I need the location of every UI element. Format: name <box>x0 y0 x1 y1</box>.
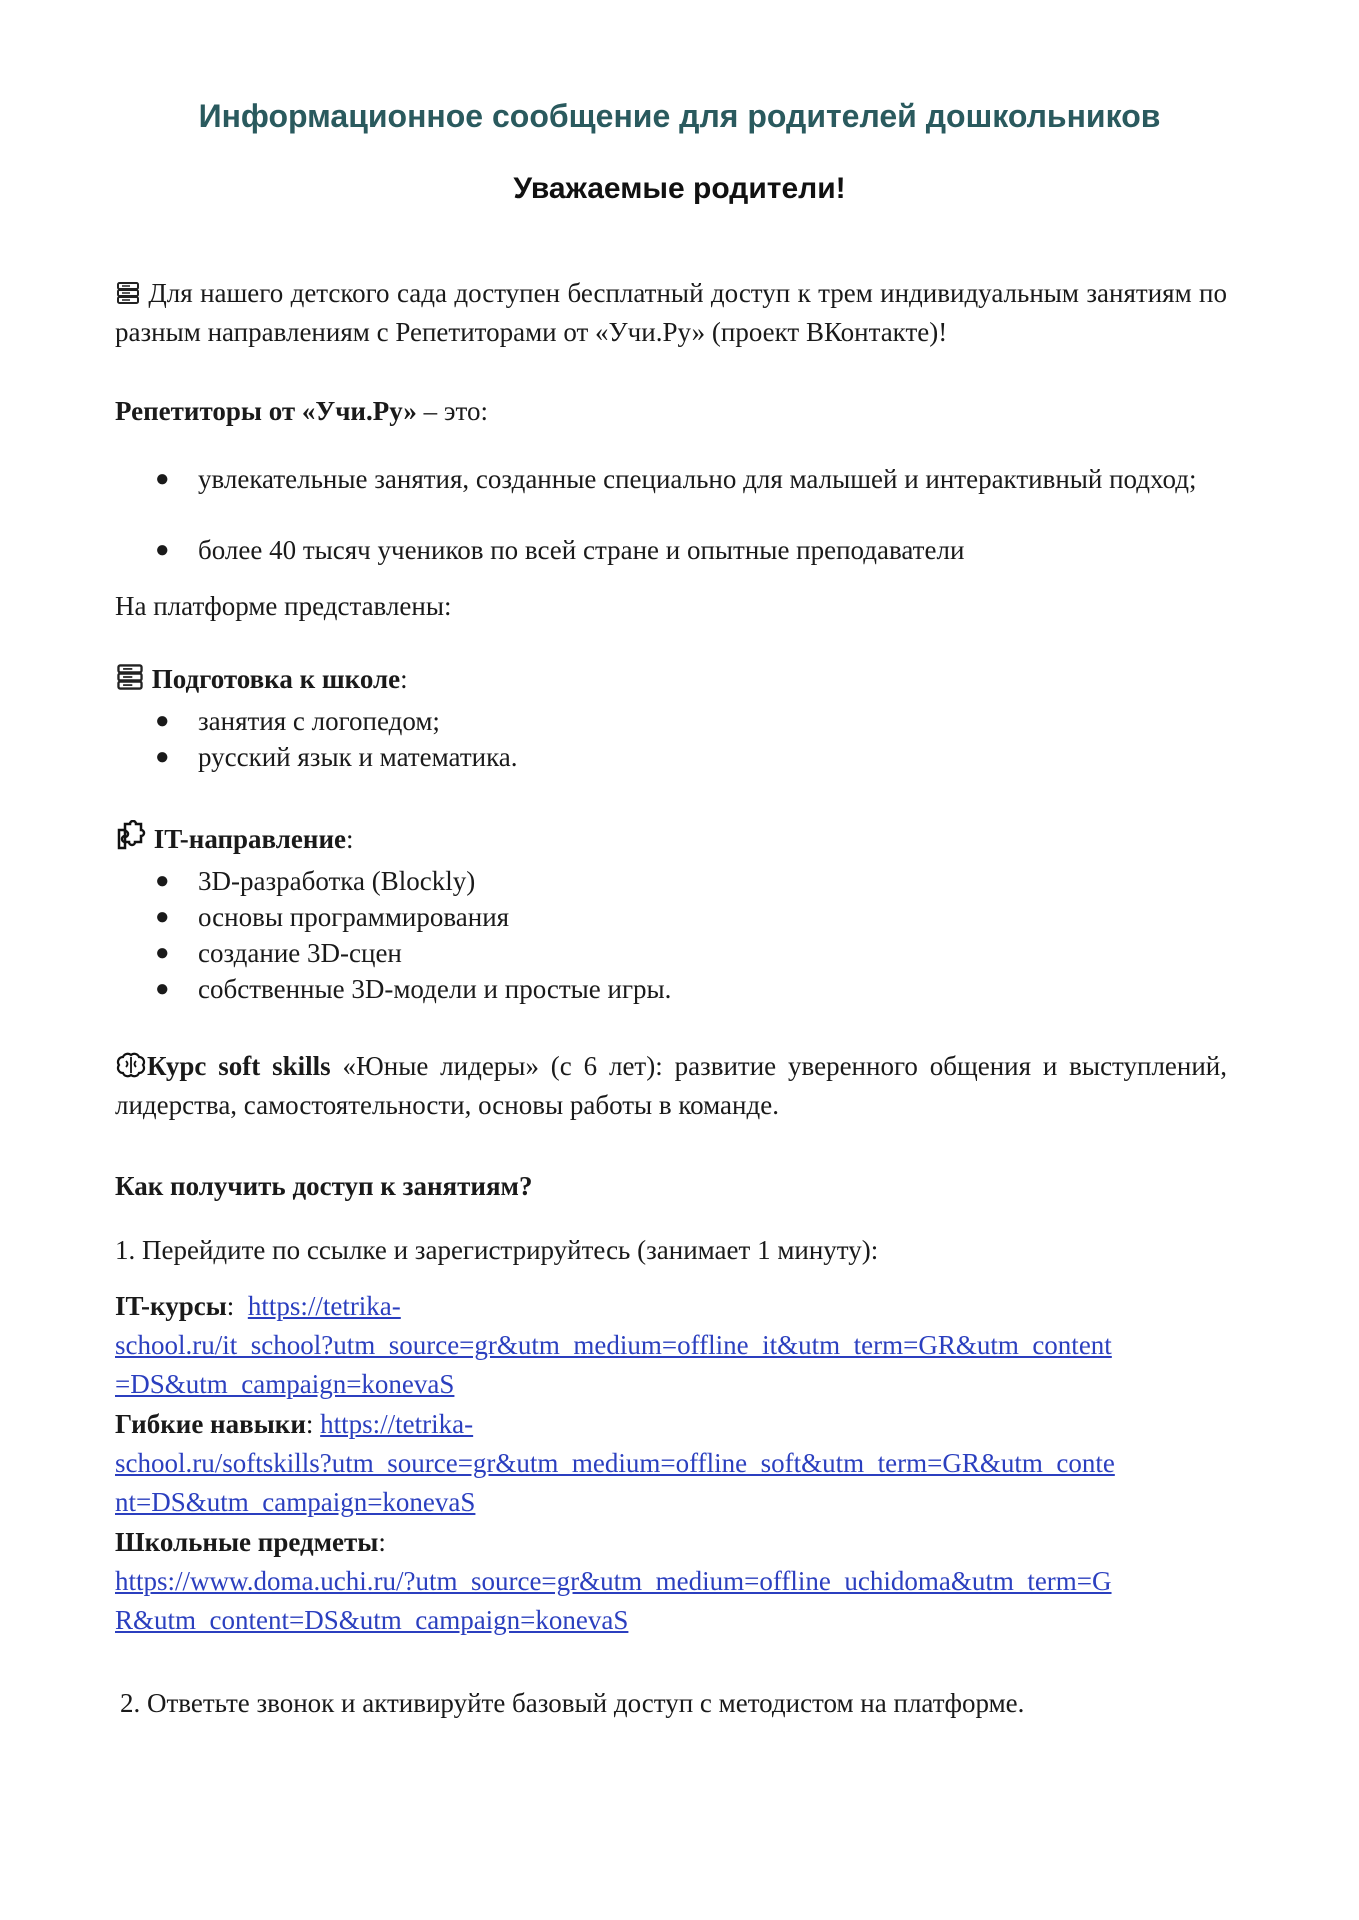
greeting-heading: Уважаемые родители! <box>513 172 846 205</box>
school-subjects-link[interactable]: https://www.doma.uchi.ru/?utm_source=gr&utm_medium=offline_uchidoma&utm_term=G <box>115 1566 1112 1596</box>
link-label: IT-курсы <box>115 1291 227 1321</box>
intro-text: Для нашего детского сада доступен бесплатный доступ к трем индивидуальным занятиям по разным направлениям с Репетиторами от «Учи.Ру» (проект ВКонтакте)! <box>115 278 1227 347</box>
school-prep-suffix: : <box>400 664 408 694</box>
list-item <box>155 462 1227 530</box>
bullet-icon: ● <box>155 976 170 1002</box>
link-block-school: Школьные предметы: https://www.doma.uchi.ru/?utm_source=gr&utm_medium=offline_uchidoma&utm_term=G R&utm_content=DS&utm_campaign=konevaS <box>115 1527 1112 1635</box>
step-2: 2. Ответьте звонок и активируйте базовый доступ с методистом на платформе. <box>120 1688 1025 1718</box>
bullet-icon: ● <box>155 466 170 492</box>
school-prep-title: Подготовка к школе <box>151 664 401 694</box>
document-title: Информационное сообщение для родителей дошкольников <box>198 98 1161 134</box>
link-block-soft: Гибкие навыки: https://tetrika- school.ru/softskills?utm_source=gr&utm_medium=offline_soft&utm_term=GR&utm_conte nt=DS&utm_campaign=konevaS <box>115 1409 1115 1517</box>
soft-skills-link[interactable]: nt=DS&utm_campaign=konevaS <box>115 1487 476 1517</box>
books-icon <box>115 662 145 692</box>
tutors-heading-bold: Репетиторы от «Учи.Ру» <box>115 396 417 426</box>
intro-paragraph <box>115 274 1227 352</box>
list-item-text: увлекательные занятия, созданные специально для малышей и интерактивный подход; <box>198 464 1197 494</box>
list-item-text: собственные 3D-модели и простые игры. <box>198 974 672 1004</box>
it-courses-link[interactable]: =DS&utm_campaign=konevaS <box>115 1369 455 1399</box>
link-label: Гибкие навыки <box>115 1409 306 1439</box>
tutors-heading-rest: – это: <box>416 396 488 426</box>
list-item-text: 3D-разработка (Blockly) <box>198 866 476 896</box>
it-courses-link[interactable]: school.ru/it_school?utm_source=gr&utm_medium=offline_it&utm_term=GR&utm_content <box>115 1330 1112 1360</box>
list-item-text: основы программирования <box>198 902 510 932</box>
soft-skills-link[interactable]: school.ru/softskills?utm_source=gr&utm_medium=offline_soft&utm_term=GR&utm_conte <box>115 1448 1115 1478</box>
bullet-icon: ● <box>155 708 170 734</box>
link-label: Школьные предметы <box>115 1527 379 1557</box>
soft-skills-link[interactable]: https://tetrika- <box>320 1409 474 1439</box>
bullet-icon: ● <box>155 904 170 930</box>
list-item-text: занятия с логопедом; <box>198 706 440 736</box>
soft-skills-paragraph <box>115 1047 1227 1125</box>
books-icon <box>115 280 141 306</box>
it-heading <box>115 820 354 857</box>
list-item-text: более 40 тысяч учеников по всей стране и опытные преподаватели <box>198 535 965 565</box>
soft-skills-title: Курс soft skills <box>147 1051 331 1081</box>
school-subjects-link[interactable]: R&utm_content=DS&utm_campaign=konevaS <box>115 1605 629 1635</box>
puzzle-icon <box>115 820 147 852</box>
access-heading: Как получить доступ к занятиям? <box>115 1171 533 1201</box>
it-title: IT-направление <box>153 824 347 854</box>
platform-line: На платформе представлены: <box>115 591 452 621</box>
school-prep-heading <box>115 661 408 697</box>
list-item-text: русский язык и математика. <box>198 742 518 772</box>
step-1: 1. Перейдите по ссылке и зарегистрируйтесь (занимает 1 минуту): <box>115 1235 879 1265</box>
it-courses-link[interactable]: https://tetrika- <box>247 1291 401 1321</box>
bullet-icon: ● <box>155 537 170 563</box>
it-suffix: : <box>346 824 354 854</box>
soft-skills-text: «Юные лидеры» (с 6 лет): развитие уверенного общения и выступлений, лидерства, самостоятельности, основы работы в команде. <box>115 1051 1228 1120</box>
brain-icon <box>115 1051 147 1079</box>
link-block-it: IT-курсы: https://tetrika- school.ru/it_school?utm_source=gr&utm_medium=offline_it&utm_term=GR&utm_content =DS&utm_campaign=konevaS <box>115 1291 1112 1399</box>
bullet-icon: ● <box>155 940 170 966</box>
tutors-heading <box>115 393 488 429</box>
list-item-text: создание 3D-сцен <box>198 938 402 968</box>
bullet-icon: ● <box>155 868 170 894</box>
bullet-icon: ● <box>155 744 170 770</box>
